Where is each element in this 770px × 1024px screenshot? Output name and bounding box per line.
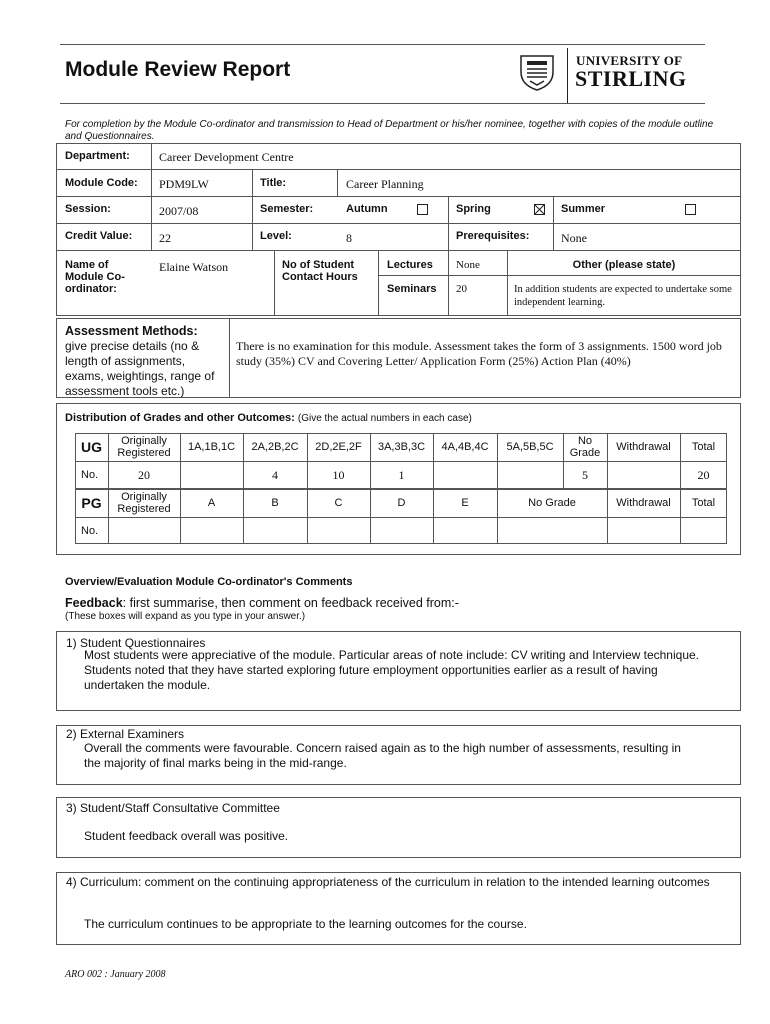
ug-header-cell: 3A,3B,3C [377,441,426,453]
pg-value-cell [680,517,727,544]
credit-value-label: Credit Value: [65,230,133,242]
top-rule [60,44,705,45]
seminars-label: Seminars [387,283,437,295]
ug-value-cell: 5 [582,468,588,482]
pg-value-cell [243,517,307,544]
pg-value-cell [497,517,607,544]
feedback-box-1-body: Most students were appreciative of the module. Particular areas of note include: CV writing and Interview technique. Students noted that they have started exploring future employment opportunities earlier as a result of having undertaken the module. [84,648,699,692]
department-label: Department: [65,150,130,162]
university-name-line2: STIRLING [575,66,687,91]
feedback-box-4-body: The curriculum continues to be appropriate to the learning outcomes for the course. [84,917,527,931]
pg-header-cell: E [461,497,469,509]
pg-header-cell: D [397,497,406,509]
distribution-heading-bold: Distribution of Grades and other Outcomes: [65,412,295,424]
feedback-box-1-title: 1) Student Questionnaires [66,636,206,650]
ug-value-cell [433,461,497,489]
distribution-heading-rest: (Give the actual numbers in each case) [297,413,472,424]
ug-header-cell: No Grade [569,435,601,459]
pg-value-cell [433,517,497,544]
summer-label: Summer [561,203,606,215]
seminars-value: 20 [456,283,467,295]
assessment-label-bold: Assessment Methods: [65,324,198,338]
checkbox-cross-icon [535,205,544,214]
lectures-label: Lectures [387,259,433,271]
lectures-value: None [456,259,480,271]
university-name-line1: UNIVERSITY OF [576,53,683,68]
logo-divider [567,48,568,103]
pg-value-cell [607,517,680,544]
pg-header-cell: Total [691,497,716,509]
ug-value-cell [497,461,563,489]
ug-header-cell: 2D,2E,2F [315,441,362,453]
feedback-box-3-title: 3) Student/Staff Consultative Committee [66,801,280,815]
prerequisites-label: Prerequisites: [456,230,530,242]
credit-value: 22 [159,231,171,245]
summer-checkbox[interactable] [685,204,696,215]
pg-header-cell: No Grade [528,497,576,509]
title-label: Title: [260,177,287,189]
other-label: Other (please state) [572,259,676,271]
session-value: 2007/08 [159,204,199,218]
ug-header-cell: 5A,5B,5C [506,441,554,453]
autumn-checkbox[interactable] [417,204,428,215]
ug-header-cell: 4A,4B,4C [441,441,489,453]
feedback-rest: : first summarise, then comment on feedback received from:- [122,596,459,610]
feedback-box-4-title-text: 4) Curriculum: comment on the continuing appropriateness of the curriculum in relation to the intended learning outcomes [66,875,710,889]
ug-no-label: No. [81,469,99,481]
title-value: Career Planning [346,177,424,191]
module-code-value: PDM9LW [159,177,209,191]
pg-header-cell: B [271,497,279,509]
pg-value-cell [370,517,433,544]
level-label: Level: [260,230,292,242]
assessment-label [65,324,225,399]
pg-header-cell: Withdrawal [616,497,671,509]
intro-text: For completion by the Module Co-ordinator and transmission to Head of Department or his/her nominee, together with copies of the module outline and Questionnaires. [65,119,714,142]
session-label: Session: [65,203,111,215]
ug-header-cell: 2A,2B,2C [251,441,299,453]
feedback-box-3-body: Student feedback overall was positive. [84,829,289,843]
feedback-box-2-title: 2) External Examiners [66,727,185,741]
coordinator-value: Elaine Watson [159,260,229,274]
spring-checkbox[interactable] [534,204,545,215]
contact-hours-label: No of Student Contact Hours [282,259,358,283]
assessment-label-rest: give precise details (no & length of assignments, exams, weightings, range of assessment tools etc.) [65,339,215,398]
pg-value-cell [307,517,370,544]
other-value: In addition students are expected to undertake some independent learning. [514,284,732,308]
prerequisites-value: None [561,231,587,245]
pg-value-cell [108,517,180,544]
ug-value-cell: 20 [138,468,150,482]
university-crest-icon [518,52,556,97]
pg-header-cell: A [207,497,216,509]
feedback-bold: Feedback [65,596,123,610]
semester-label: Semester: [260,203,314,215]
department-value: Career Development Centre [159,150,294,164]
assessment-value: There is no examination for this module. Assessment takes the form of 3 assignments. 1500 word job study (35%) CV and Covering Letter/ Application Form (25%) Action Plan (40%) [236,339,722,368]
autumn-label: Autumn [346,203,388,215]
feedback-box-4-title [66,875,731,889]
pg-header-cell: C [334,497,343,509]
page-title: Module Review Report [65,58,291,81]
ug-label: UG [81,439,102,455]
footer-reference: ARO 002 : January 2008 [65,969,166,980]
ug-header-cell: Originally Registered [117,435,171,459]
pg-header-cell: Originally Registered [117,491,171,515]
level-value: 8 [346,231,352,245]
feedback-note: (These boxes will expand as you type in your answer.) [65,611,306,622]
module-code-label: Module Code: [65,177,138,189]
header-bottom-rule [60,103,705,104]
ug-header-cell: Withdrawal [616,441,671,453]
ug-value-cell: 20 [697,468,710,482]
ug-value-cell: 1 [398,468,405,482]
ug-header-cell: Total [691,441,716,453]
ug-header-cell: 1A,1B,1C [187,441,236,453]
ug-value-cell [607,461,680,489]
pg-value-cell [180,517,243,544]
ug-value-cell: 4 [272,468,278,482]
feedback-box-2-body: Overall the comments were favourable. Concern raised again as to the high number of assessments, resulting in the majority of final marks being in the mid-range. [84,741,681,770]
coordinator-label: Name of Module Co-ordinator: [65,259,125,295]
spring-label: Spring [456,203,491,215]
feedback-intro [65,596,459,610]
ug-value-cell: 10 [332,468,345,482]
pg-no-label: No. [81,524,99,537]
ug-value-cell [180,461,243,489]
distribution-heading [65,412,472,424]
pg-label: PG [81,495,102,511]
overview-heading: Overview/Evaluation Module Co-ordinator's Comments [65,576,353,588]
